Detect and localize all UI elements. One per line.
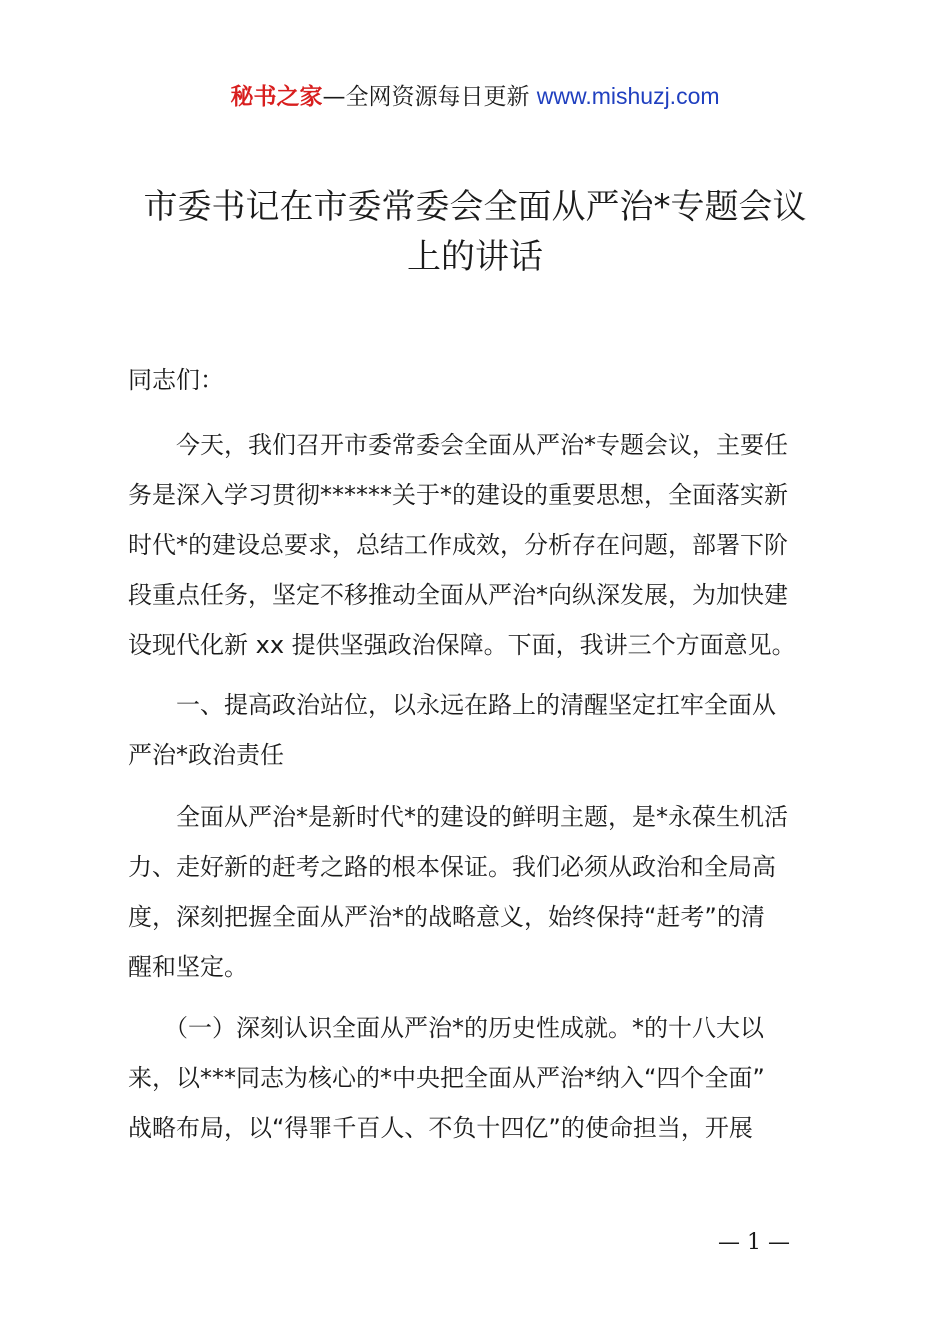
paragraph-subsection-1 [128, 1003, 765, 1153]
section-heading-1 [128, 680, 776, 780]
paragraph-line: 全面从严治*是新时代*的建设的鲜明主题，是*永葆生机活 [128, 803, 788, 831]
paragraph-line: 段重点任务，坚定不移推动全面从严治*向纵深发展，为加快建 [128, 581, 788, 609]
title-line-2: 上的讲话 [407, 237, 543, 277]
paragraph-line: 力、走好新的赶考之路的根本保证。我们必须从政治和全局高 [128, 853, 776, 881]
paragraph-line: （一）深刻认识全面从严治*的历史性成就。*的十八大以 [128, 1014, 764, 1042]
brand-name: 秘书之家 [230, 84, 323, 110]
title-line-1: 市委书记在市委常委会全面从严治*专题会议 [143, 187, 807, 227]
paragraph-line: 今天，我们召开市委常委会全面从严治*专题会议，主要任 [128, 431, 788, 459]
paragraph-line: 时代*的建设总要求，总结工作成效，分析存在问题，部署下阶 [128, 531, 788, 559]
banner-tagline: —全网资源每日更新 [322, 84, 537, 110]
site-banner [0, 80, 950, 113]
heading-line: 严治*政治责任 [128, 741, 284, 769]
paragraph-line: 设现代化新 xx 提供坚强政治保障。下面，我讲三个方面意见。 [128, 631, 796, 659]
paragraph-line: 务是深入学习贯彻******关于*的建设的重要思想，全面落实新 [128, 481, 788, 509]
paragraph-line: 醒和坚定。 [128, 953, 248, 981]
paragraph-line: 度，深刻把握全面从严治*的战略意义，始终保持“赶考”的清 [128, 903, 765, 931]
heading-line: 一、提高政治站位，以永远在路上的清醒坚定扛牢全面从 [128, 691, 776, 719]
paragraph-intro [128, 420, 796, 670]
paragraph-line: 来，以***同志为核心的*中央把全面从严治*纳入“四个全面” [128, 1064, 765, 1092]
document-title [100, 182, 850, 282]
paragraph-line: 战略布局，以“得罪千百人、不负十四亿”的使命担当，开展 [128, 1114, 753, 1142]
page-number: — 1 — [718, 1230, 790, 1255]
paragraph-section-1 [128, 792, 788, 992]
site-url-link[interactable]: www.mishuzj.com [536, 83, 720, 109]
salutation: 同志们： [128, 366, 224, 394]
